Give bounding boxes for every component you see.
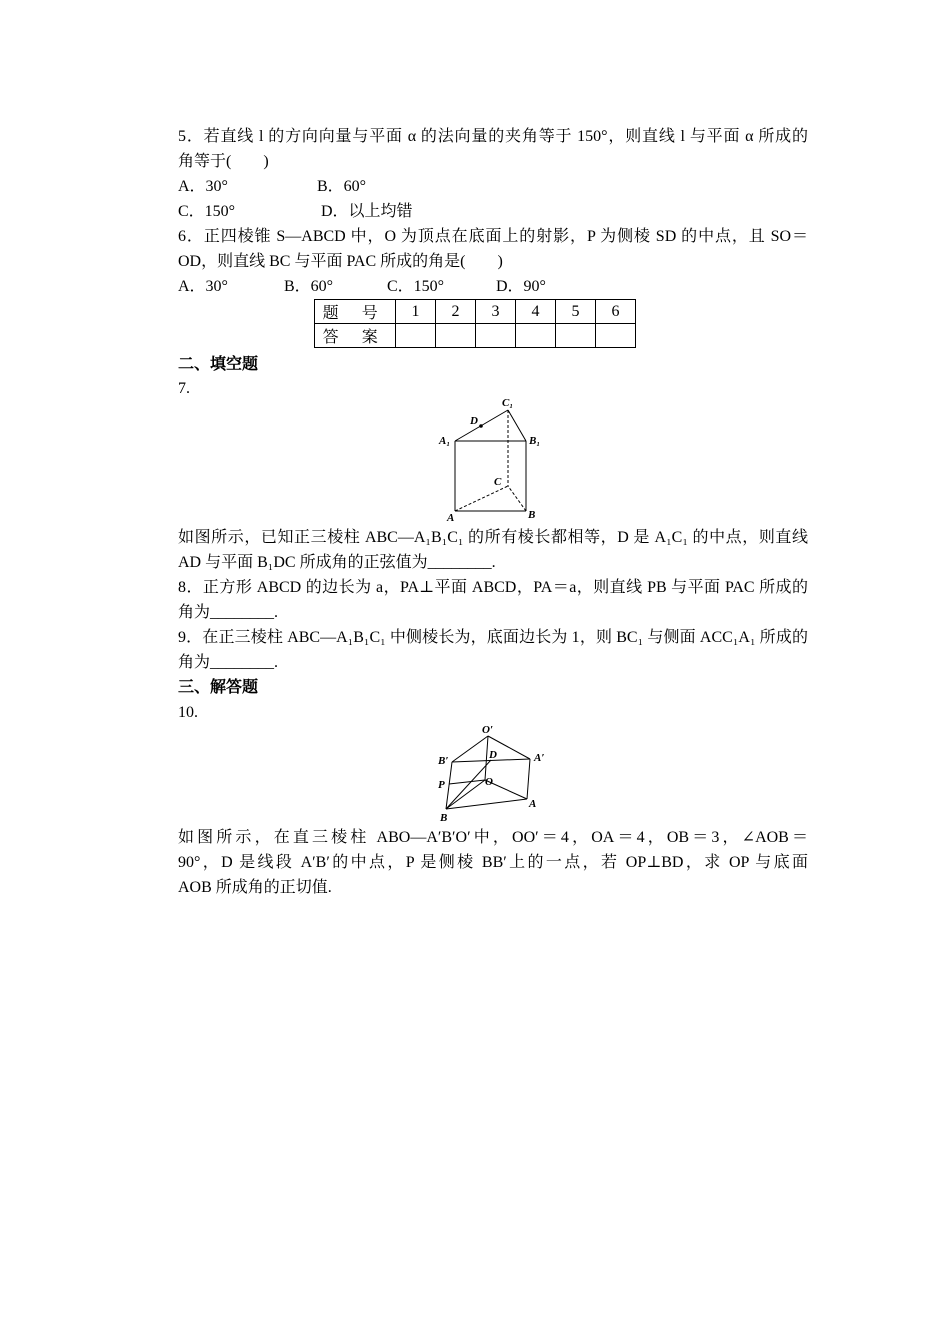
label-b1: B′ [438,755,449,767]
label-b1: B₁ [529,435,541,447]
label-c1: C₁ [502,397,514,409]
q8-line1: 8．正方形 ABCD 的边长为 a，PA⊥平面 ABCD，PA＝a，则直线 PB 与平面 PAC 所成的 [178,579,808,596]
q6-line2: OD，则直线 BC 与平面 PAC 所成的角是( ) [178,253,503,270]
label-b: B [528,509,536,521]
edge-c1-b1 [508,410,526,441]
answer-table-answer-label: 答 案 [315,324,396,348]
label-d: D [470,415,478,427]
label-a1: A₁ [439,435,451,447]
answer-cell[interactable] [596,324,636,348]
edge-a1-a [527,759,530,799]
answer-cell[interactable] [476,324,516,348]
answer-table-number: 5 [556,300,596,324]
q10-line3: AOB 所成角的正切值. [178,879,332,896]
label-d: D [489,749,497,761]
answer-table-number: 3 [476,300,516,324]
answer-table-number: 1 [396,300,436,324]
q8-line2: 角为________. [178,604,279,621]
edge-o1-o [485,736,488,780]
answer-cell[interactable] [556,324,596,348]
edge-b-c-hidden [508,486,526,511]
section-solve-title: 三、解答题 [178,679,259,696]
answer-table-header-label: 题 号 [315,300,396,324]
label-a: A [529,798,537,810]
answer-table [314,299,636,348]
q10-prism-figure [432,722,557,826]
label-a: A [447,512,455,524]
point-d-dot [479,424,483,428]
q6-option-c: C．150° [387,278,445,295]
edge-b1-o1 [452,736,488,762]
section-fill-in-title: 二、填空题 [178,356,259,373]
q9-line2: 角为________. [178,654,279,671]
answer-cell[interactable] [396,324,436,348]
q5-option-a: A．30° [178,178,228,195]
label-o1: O′ [482,724,494,736]
answer-table-number: 4 [516,300,556,324]
q9-line1: 9．在正三棱柱 ABC—A₁B₁C₁ 中侧棱长为，底面边长为 1，则 BC₁ 与侧面 ACC₁A₁ 所成的 [178,629,808,646]
label-p: P [438,779,445,791]
answer-cell[interactable] [436,324,476,348]
label-c: C [494,476,502,488]
label-a1: A′ [534,752,545,764]
q6-option-d: D．90° [496,278,546,295]
edge-b1-b [446,762,452,809]
q6-line1: 6．正四棱锥 S—ABCD 中，O 为顶点在底面上的射影，P 为侧棱 SD 的中点，且 SO＝ [178,228,808,245]
q5-option-b: B．60° [317,178,367,195]
answer-cell[interactable] [516,324,556,348]
edge-a-c-hidden [455,486,508,511]
q5-line1: 5．若直线 l 的方向向量与平面 α 的法向量的夹角等于 150°，则直线 l 与平面 α 所成的 [178,128,808,145]
q7-line1: 如图所示，已知正三棱柱 ABC—A₁B₁C₁ 的所有棱长都相等，D 是 A₁C₁ 的中点，则直线 [178,529,808,546]
q10-line2: 90°，D 是线段 A′B′的中点，P 是侧棱 BB′上的一点，若 OP⊥BD，求 OP 与底面 [178,854,808,871]
q6-option-b: B．60° [284,278,334,295]
answer-table-number: 2 [436,300,476,324]
q5-option-d: D．以上均错 [321,203,413,220]
answer-table-header-row [315,300,636,324]
q10-line1: 如图所示，在直三棱柱 ABO—A′B′O′中，OO′＝4，OA＝4，OB＝3，∠AOB＝ [178,829,808,846]
label-b: B [440,812,448,824]
label-o: O [485,776,493,788]
q10-number: 10. [178,704,198,721]
q5-line2: 角等于( ) [178,153,269,170]
q5-option-c: C．150° [178,203,236,220]
answer-table-answer-row [315,324,636,348]
q7-line2: AD 与平面 B₁DC 所成角的正弦值为________. [178,554,496,571]
q7-number: 7. [178,380,190,397]
q6-option-a: A．30° [178,278,228,295]
answer-table-number: 6 [596,300,636,324]
q7-prism-figure [436,396,546,526]
